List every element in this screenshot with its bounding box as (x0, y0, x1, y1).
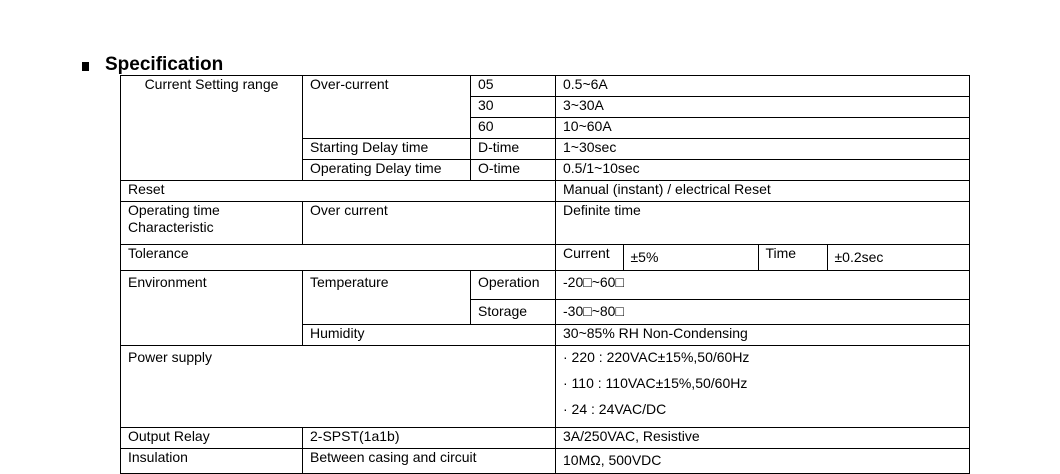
range-code: 30 (471, 97, 556, 118)
operating-delay-code: O-time (471, 160, 556, 181)
table-row (121, 449, 970, 474)
range-value: 0.5~6A (556, 76, 970, 97)
insulation-label: Insulation (121, 449, 303, 474)
operating-time-label: Operating time Characteristic (121, 202, 303, 245)
insulation-value: 10MΩ, 500VDC (556, 449, 970, 474)
current-setting-label: Current Setting range (121, 76, 303, 181)
table-row (121, 428, 970, 449)
operation-label: Operation (471, 271, 556, 300)
starting-delay-code: D-time (471, 139, 556, 160)
table-row (121, 76, 970, 97)
starting-delay-value: 1~30sec (556, 139, 970, 160)
spec-table (120, 75, 970, 474)
reset-label: Reset (121, 181, 556, 202)
environment-label: Environment (121, 271, 303, 346)
table-row (121, 245, 970, 271)
table-row (121, 181, 970, 202)
tolerance-cell (556, 245, 970, 271)
temperature-label: Temperature (303, 271, 471, 325)
power-supply-label: Power supply (121, 346, 556, 428)
output-relay-rating: 3A/250VAC, Resistive (556, 428, 970, 449)
humidity-label: Humidity (303, 325, 556, 346)
range-code: 60 (471, 118, 556, 139)
humidity-value: 30~85% RH Non-Condensing (556, 325, 970, 346)
operating-time-value: Definite time (556, 202, 970, 245)
tolerance-time-value: ±0.2sec (834, 249, 884, 265)
insulation-sub: Between casing and circuit (303, 449, 556, 474)
operating-time-sub: Over current (303, 202, 556, 245)
list-item: · 110 : 110VAC±15%,50/60Hz (563, 375, 748, 391)
table-row (121, 346, 970, 428)
over-current-label: Over-current (303, 76, 471, 139)
starting-delay-label: Starting Delay time (303, 139, 471, 160)
tolerance-label: Tolerance (121, 245, 556, 271)
tolerance-table (556, 245, 969, 270)
tolerance-time-label: Time (758, 245, 827, 270)
table-row (121, 271, 970, 300)
list-item: · 220 : 220VAC±15%,50/60Hz (563, 349, 750, 365)
output-relay-label: Output Relay (121, 428, 303, 449)
page-title: Specification (105, 54, 224, 75)
power-supply-list (556, 346, 970, 428)
operating-delay-label: Operating Delay time (303, 160, 471, 181)
storage-label: Storage (471, 300, 556, 325)
operating-delay-value: 0.5/1~10sec (556, 160, 970, 181)
bullet-icon (82, 62, 89, 71)
list-item: · 24 : 24VAC/DC (563, 401, 667, 417)
range-code: 05 (471, 76, 556, 97)
storage-value: -30□~80□ (556, 300, 970, 325)
range-value: 10~60A (556, 118, 970, 139)
table-row (121, 202, 970, 245)
tolerance-current-value: ±5% (623, 245, 758, 270)
range-value: 3~30A (556, 97, 970, 118)
reset-value: Manual (instant) / electrical Reset (556, 181, 970, 202)
output-relay-type: 2-SPST(1a1b) (303, 428, 556, 449)
tolerance-current-label: Current (556, 245, 623, 270)
operation-value: -20□~60□ (556, 271, 970, 300)
